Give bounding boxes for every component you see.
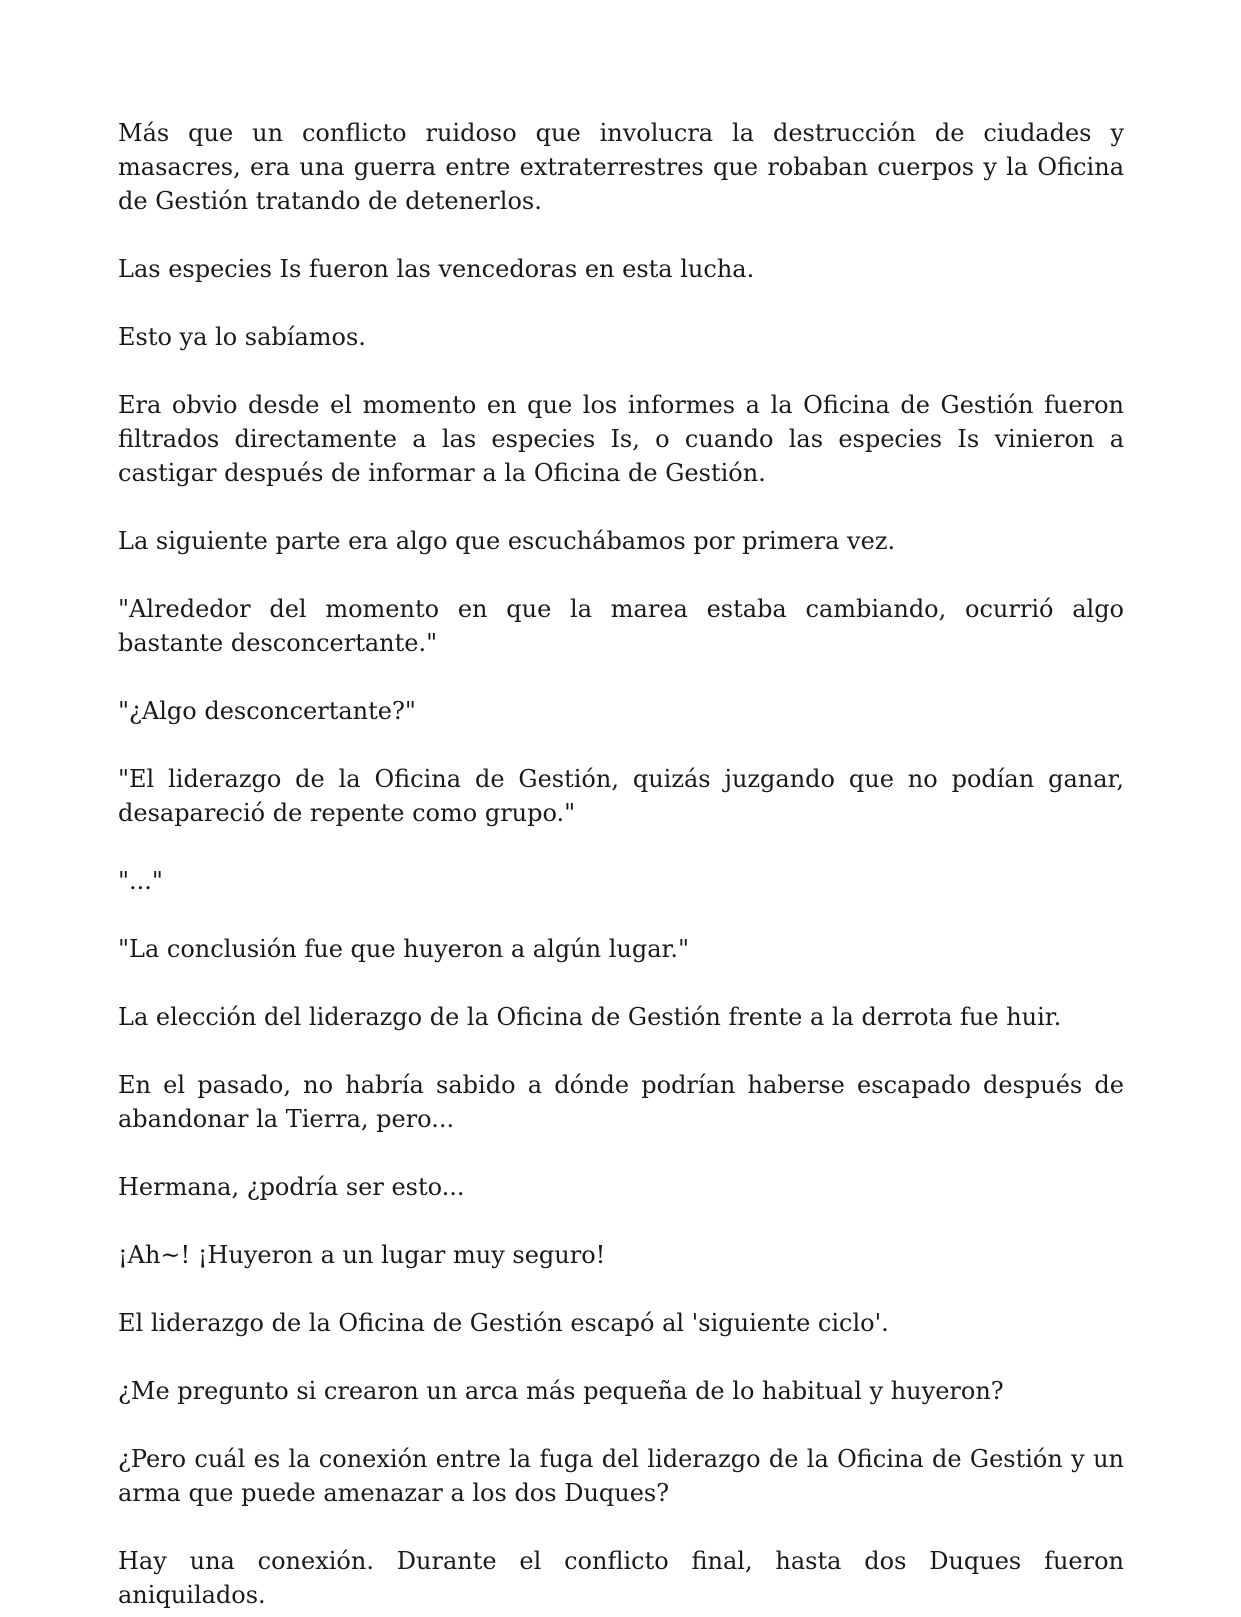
paragraph: La siguiente parte era algo que escuchábamos por primera vez. [118,527,896,555]
paragraph: Esto ya lo sabíamos. [118,323,366,351]
paragraph: "El liderazgo de la Oficina de Gestión, quizás juzgando que no podían ganar, desapareció de repente como grupo." [118,765,1124,827]
paragraph: ¿Me pregunto si crearon un arca más pequeña de lo habitual y huyeron? [118,1377,1004,1405]
paragraph: Las especies Is fueron las vencedoras en esta lucha. [118,255,755,283]
paragraph: El liderazgo de la Oficina de Gestión escapó al 'siguiente ciclo'. [118,1309,889,1337]
paragraph: ¡Ah~! ¡Huyeron a un lugar muy seguro! [118,1241,606,1269]
paragraph: "Alrededor del momento en que la marea estaba cambiando, ocurrió algo bastante desconcertante." [118,595,1124,657]
paragraph: En el pasado, no habría sabido a dónde podrían haberse escapado después de abandonar la Tierra, pero... [118,1071,1124,1133]
paragraph: "La conclusión fue que huyeron a algún lugar." [118,935,690,963]
paragraph: "..." [118,867,163,895]
paragraph: Más que un conflicto ruidoso que involucra la destrucción de ciudades y masacres, era una guerra entre extraterrestres que robaban cuerpos y la Oficina de Gestión tratando de detenerlos. [118,119,1124,215]
paragraph: Hay una conexión. Durante el conflicto final, hasta dos Duques fueron aniquilados. [118,1547,1124,1609]
paragraph: "¿Algo desconcertante?" [118,697,416,725]
paragraph: La elección del liderazgo de la Oficina de Gestión frente a la derrota fue huir. [118,1003,1062,1031]
document-body [118,116,1124,1612]
paragraph: Hermana, ¿podría ser esto... [118,1173,465,1201]
paragraph: ¿Pero cuál es la conexión entre la fuga del liderazgo de la Oficina de Gestión y un arma que puede amenazar a los dos Duques? [118,1445,1124,1507]
paragraph: Era obvio desde el momento en que los informes a la Oficina de Gestión fueron filtrados directamente a las especies Is, o cuando las especies Is vinieron a castigar después de informar a la Oficina de Gestión. [118,391,1124,487]
